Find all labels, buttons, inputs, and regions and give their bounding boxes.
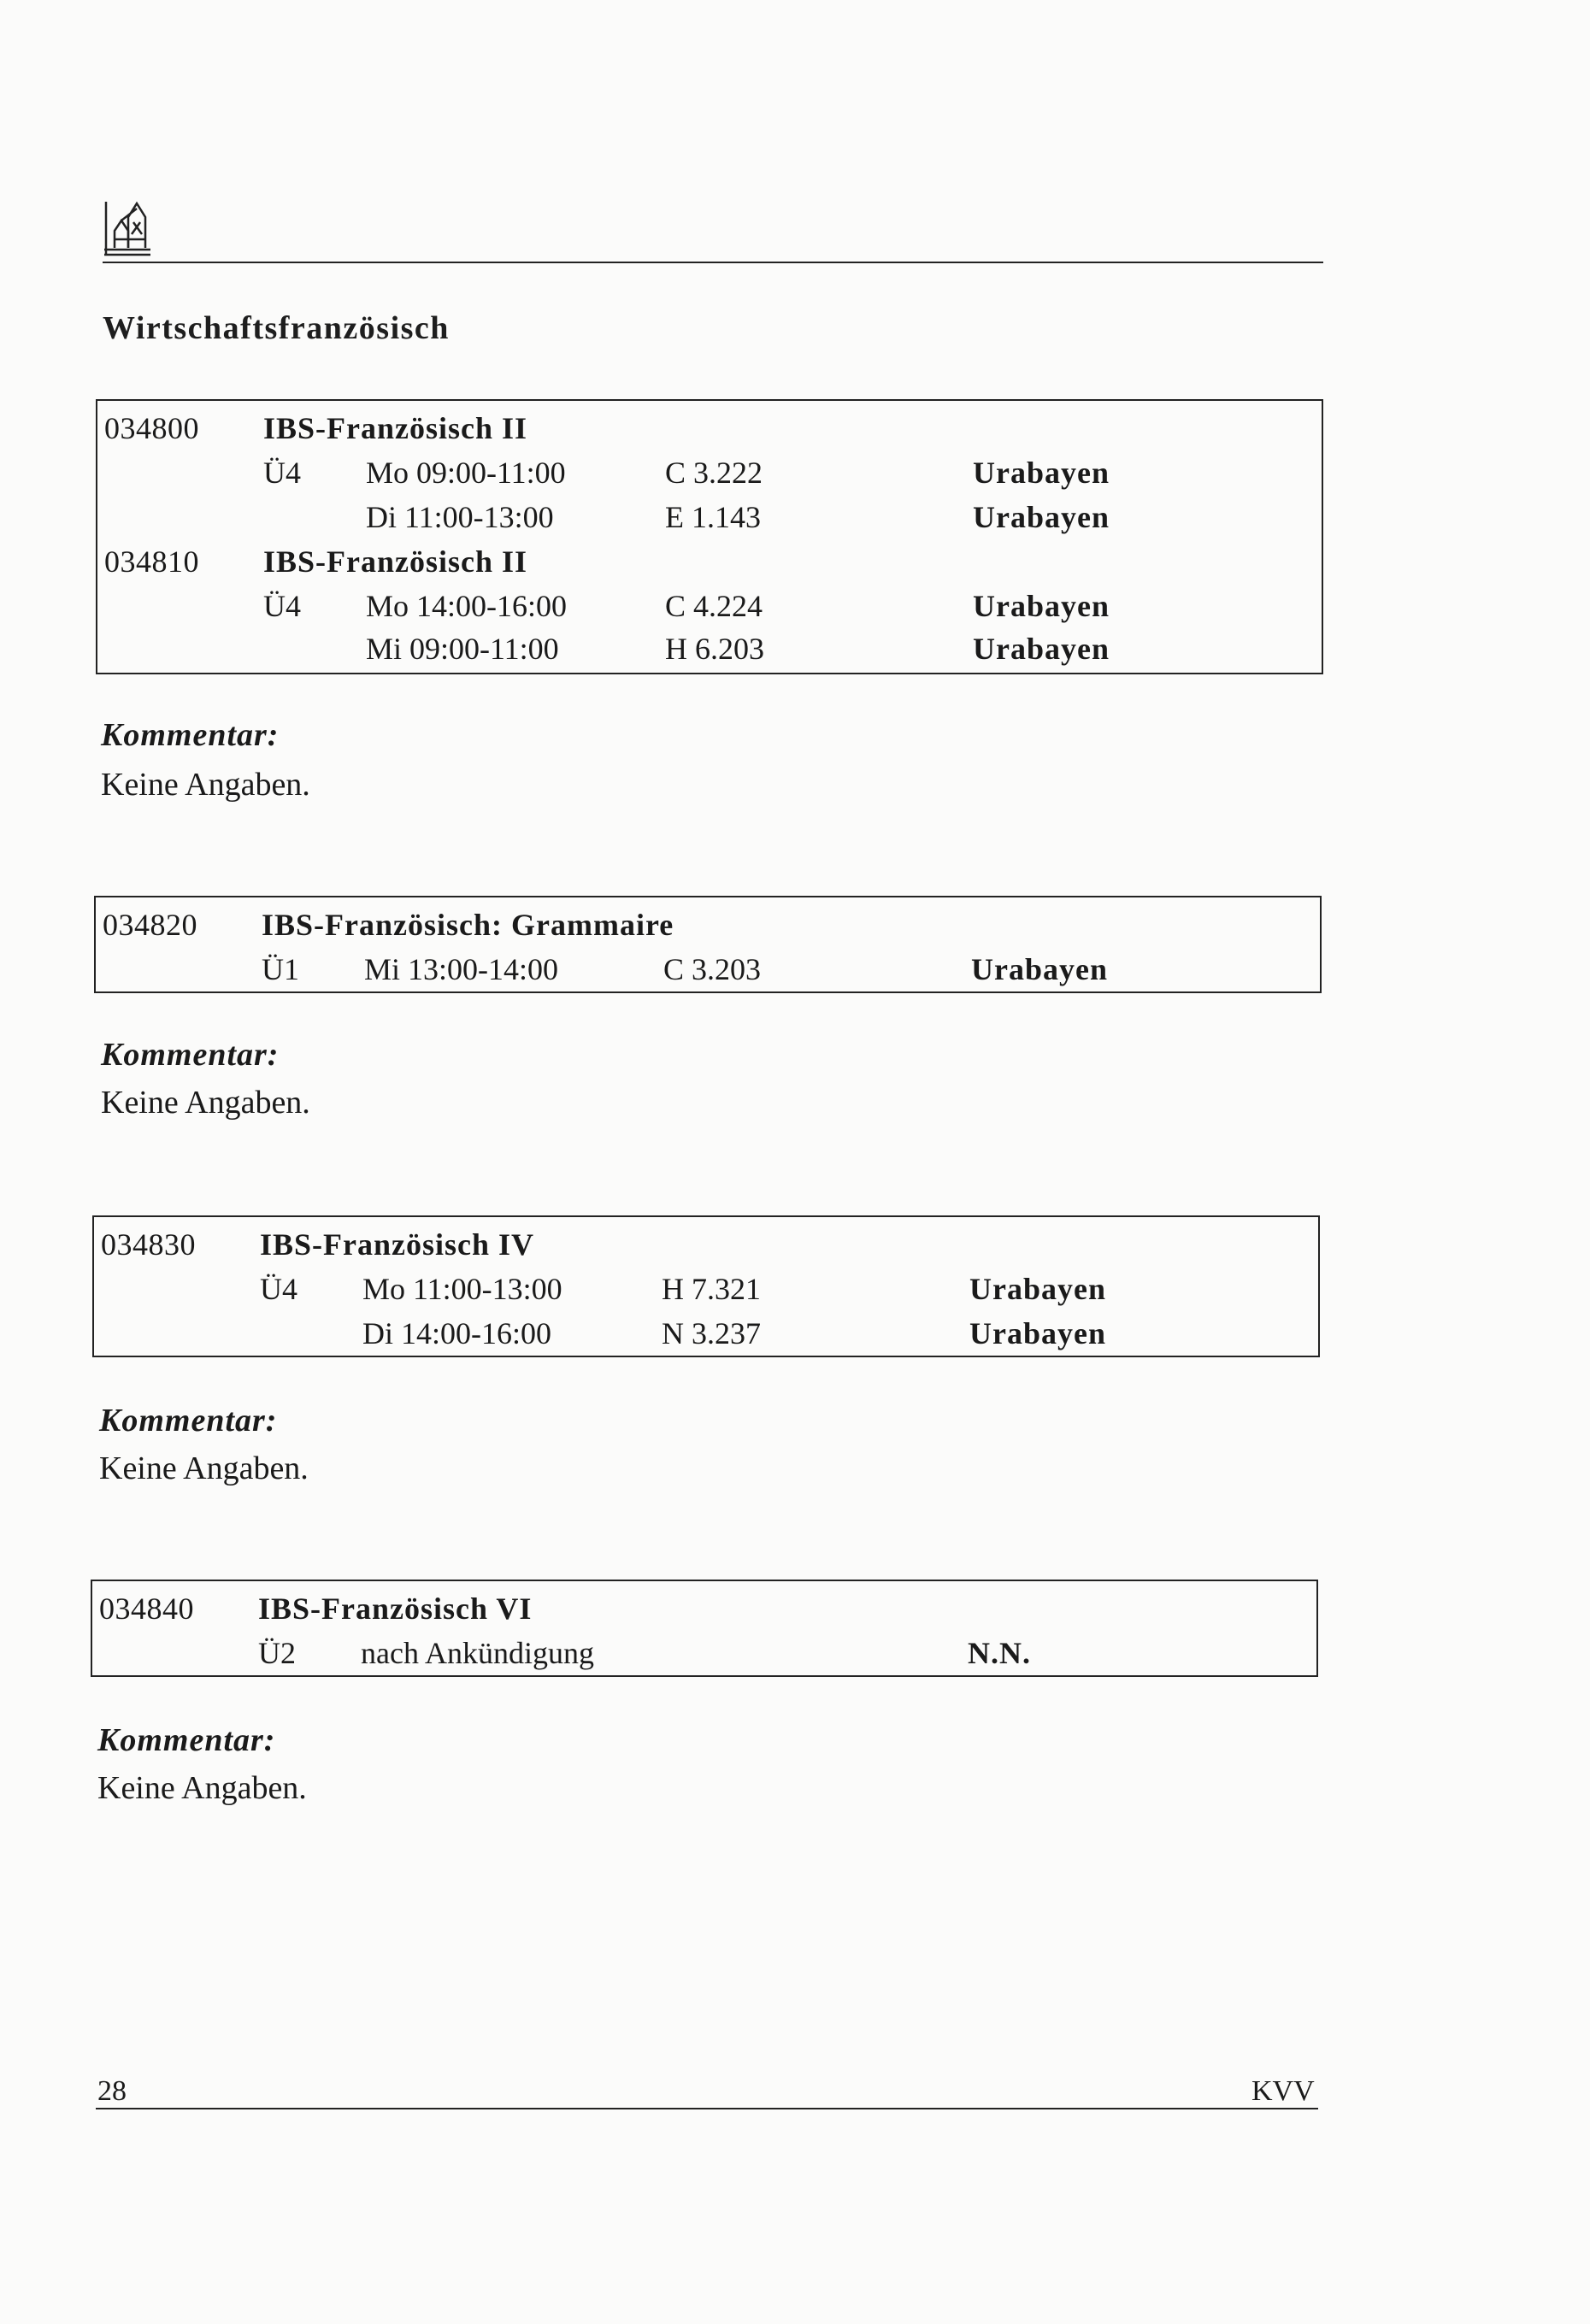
session-time: Di 14:00-16:00 bbox=[362, 1316, 551, 1350]
course-number: 034820 bbox=[103, 908, 197, 942]
section-title: Wirtschaftsfranzösisch bbox=[103, 310, 450, 346]
footer-rule bbox=[96, 2108, 1318, 2109]
course-box bbox=[92, 1215, 1320, 1357]
comment-label: Kommentar: bbox=[101, 1037, 280, 1073]
footer-label: KVV bbox=[1251, 2075, 1315, 2107]
session-room: H 7.321 bbox=[662, 1272, 761, 1306]
comment-label: Kommentar: bbox=[99, 1403, 278, 1439]
session-time: nach Ankündigung bbox=[361, 1636, 594, 1670]
session-time: Mo 09:00-11:00 bbox=[366, 456, 566, 490]
session-room: C 3.203 bbox=[663, 952, 762, 986]
course-title: IBS-Französisch IV bbox=[260, 1227, 535, 1262]
lecturer-name: Urabayen bbox=[973, 632, 1110, 666]
session-room: N 3.237 bbox=[662, 1316, 761, 1350]
comment-text: Keine Angaben. bbox=[99, 1450, 309, 1486]
lecturer-name: Urabayen bbox=[973, 589, 1110, 623]
course-header-row bbox=[92, 1586, 1316, 1631]
header-rule bbox=[103, 262, 1323, 263]
lecturer-name: N.N. bbox=[968, 1636, 1031, 1670]
session-time: Di 11:00-13:00 bbox=[366, 500, 554, 534]
session-time: Mi 13:00-14:00 bbox=[364, 952, 559, 986]
course-box bbox=[96, 399, 1323, 674]
course-number: 034840 bbox=[99, 1591, 194, 1626]
session-time: Mi 09:00-11:00 bbox=[366, 632, 559, 666]
course-number: 034830 bbox=[101, 1227, 196, 1262]
comment-text: Keine Angaben. bbox=[97, 1770, 307, 1806]
course-header-row bbox=[96, 903, 1320, 947]
session-row bbox=[97, 450, 1322, 495]
course-number: 034800 bbox=[104, 411, 199, 445]
course-title: IBS-Französisch: Grammaire bbox=[262, 908, 674, 942]
course-title: IBS-Französisch II bbox=[263, 544, 528, 579]
lecturer-name: Urabayen bbox=[971, 952, 1108, 986]
course-header-row bbox=[97, 539, 1322, 584]
session-row bbox=[97, 627, 1322, 671]
session-room: H 6.203 bbox=[665, 632, 764, 666]
session-time: Mo 14:00-16:00 bbox=[366, 589, 568, 623]
comment-text: Keine Angaben. bbox=[101, 1085, 310, 1121]
course-box bbox=[94, 896, 1322, 993]
session-room: C 3.222 bbox=[665, 456, 763, 490]
course-title: IBS-Französisch VI bbox=[258, 1591, 533, 1626]
course-type: Ü2 bbox=[258, 1636, 296, 1670]
page-number: 28 bbox=[97, 2075, 127, 2107]
lecturer-name: Urabayen bbox=[973, 456, 1110, 490]
comment-label: Kommentar: bbox=[101, 717, 280, 753]
session-row bbox=[97, 584, 1322, 628]
course-number: 034810 bbox=[104, 544, 199, 579]
comment-label: Kommentar: bbox=[97, 1722, 276, 1758]
course-box bbox=[91, 1580, 1318, 1677]
course-header-row bbox=[97, 406, 1322, 450]
university-logo-icon bbox=[103, 197, 152, 258]
session-row bbox=[96, 947, 1320, 991]
session-row bbox=[97, 495, 1322, 539]
course-title: IBS-Französisch II bbox=[263, 411, 528, 445]
lecturer-name: Urabayen bbox=[969, 1316, 1106, 1350]
course-header-row bbox=[94, 1222, 1318, 1267]
course-type: Ü4 bbox=[263, 456, 301, 490]
session-row bbox=[94, 1311, 1318, 1356]
session-time: Mo 11:00-13:00 bbox=[362, 1272, 562, 1306]
session-row bbox=[92, 1631, 1316, 1675]
comment-text: Keine Angaben. bbox=[101, 767, 310, 803]
course-type: Ü1 bbox=[262, 952, 299, 986]
session-row bbox=[94, 1267, 1318, 1311]
lecturer-name: Urabayen bbox=[969, 1272, 1106, 1306]
lecturer-name: Urabayen bbox=[973, 500, 1110, 534]
course-type: Ü4 bbox=[260, 1272, 297, 1306]
course-type: Ü4 bbox=[263, 589, 301, 623]
session-room: E 1.143 bbox=[665, 500, 761, 534]
session-room: C 4.224 bbox=[665, 589, 763, 623]
